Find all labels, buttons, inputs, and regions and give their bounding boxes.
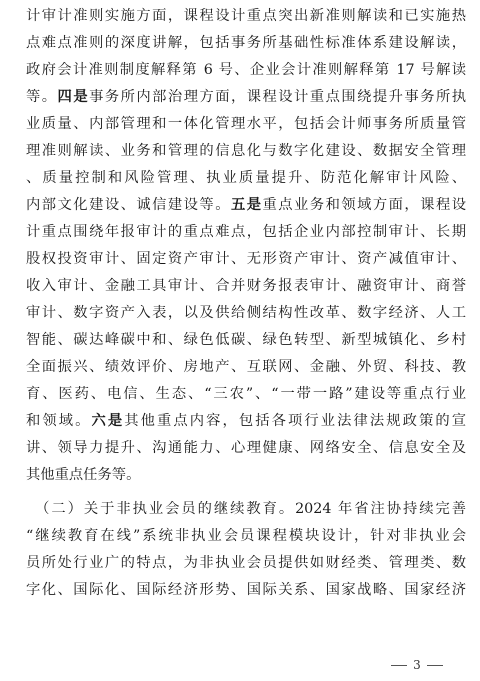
text-line: [26, 33, 466, 53]
text-line: [26, 6, 466, 26]
text-run: （二）关于非执业会员的继续教育。2024 年省注协持续完善: [26, 501, 466, 517]
text-run: 和领域。: [26, 413, 92, 429]
text-line: [26, 580, 466, 600]
text-line: [26, 553, 466, 573]
footer-dash-right: [427, 665, 443, 666]
text-line: [26, 330, 466, 350]
text-line: [26, 249, 466, 269]
text-line: [26, 222, 466, 242]
text-run: 政府会计准则制度解释第 6 号、企业会计准则解释第 17 号解读: [26, 62, 466, 78]
text-run: 计审计准则实施方面，课程设计重点突出新准则解读和已实施热: [26, 8, 466, 24]
text-line: [26, 303, 466, 323]
text-line: [26, 114, 466, 134]
page-number: 3: [413, 658, 421, 672]
text-run: 审计、数字资产入表，以及供给侧结构性改革、数字经济、人工: [26, 305, 466, 321]
text-line: [26, 276, 466, 296]
text-line: [26, 526, 466, 546]
text-line: [26, 465, 466, 485]
bold-marker: 六是: [91, 413, 125, 429]
text-run: 等。: [26, 89, 58, 105]
text-line: [26, 141, 466, 161]
text-run: 理准则解读、业务和管理的信息化与数字化建设、数据安全管理: [26, 143, 466, 159]
text-line: [26, 87, 466, 107]
bold-marker: 五是: [230, 197, 263, 213]
bold-marker: 四是: [57, 89, 90, 105]
page-footer: [372, 658, 462, 672]
text-run: 智能、碳达峰碳中和、绿色低碳、绿色转型、新型城镇化、乡村: [26, 332, 466, 348]
footer-dash-left: [391, 665, 407, 666]
text-run: 、质量控制和风险管理、执业质量提升、防范化解审计风险、: [26, 170, 466, 186]
text-line: [26, 168, 466, 188]
text-run: 业质量、内部管理和一体化管理水平，包括会计师事务所质量管: [26, 116, 466, 132]
text-run: 点难点准则的深度讲解，包括事务所基础性标准体系建设解读，: [26, 35, 466, 51]
text-run: 字化、国际化、国际经济形势、国际关系、国家战略、国家经济: [26, 582, 466, 598]
text-run: 其他重点任务等。: [26, 467, 141, 483]
text-run: 内部文化建设、诚信建设等。: [26, 197, 231, 213]
text-line: [26, 60, 466, 80]
text-run: 股权投资审计、固定资产审计、无形资产审计、资产减值审计、: [26, 251, 466, 267]
text-run: “继续教育在线”系统非执业会员课程模块设计，针对非执业会: [26, 528, 466, 544]
text-run: 全面振兴、绩效评价、房地产、互联网、金融、外贸、科技、教: [26, 359, 466, 375]
text-line: [26, 438, 466, 458]
text-run: 事务所内部治理方面，课程设计重点围绕提升事务所执: [89, 89, 467, 105]
text-run: 其他重点内容，包括各项行业法律法规政策的宣: [124, 413, 467, 429]
text-line: [26, 411, 466, 431]
text-run: 计重点围绕年报审计的重点难点，包括企业内部控制审计、长期: [26, 224, 466, 240]
text-line: [26, 357, 466, 377]
text-line: [26, 195, 466, 215]
text-line: [26, 384, 466, 404]
text-run: 重点业务和领域方面，课程设: [262, 197, 467, 213]
text-run: 讲、领导力提升、沟通能力、心理健康、网络安全、信息安全及: [26, 440, 466, 456]
text-run: 育、医药、电信、生态、“三农”、“一带一路”建设等重点行业: [26, 386, 466, 402]
text-line: [26, 499, 466, 519]
text-run: 收入审计、金融工具审计、合并财务报表审计、融资审计、商誉: [26, 278, 466, 294]
text-run: 员所处行业广的特点，为非执业会员提供如财经类、管理类、数: [26, 555, 466, 571]
